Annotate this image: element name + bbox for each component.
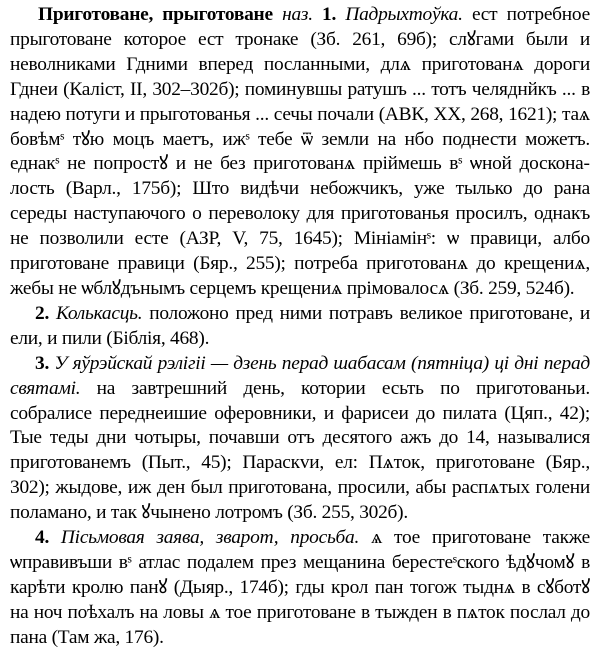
sense-citations: на завтрешний день, котории есьть по приготованьи. собралисе переднеишие оферовники, и фарисеи до пилата (Цяп., 42); Тые теды дни чотыры, почавши отъ десятого ажъ до 14, называлися приготованемъ (Пыт., 45); Параскvи, ел: Пѧток, приготоване (Бяр., 302); жыдове, иж ден был приготована, просили, абы распѧтых голени поламано, и так ꙋчынено лотромъ (Зб. 255, 302б). [10,377,590,524]
sense-number: 4. [35,527,50,549]
sense-4-paragraph [10,526,590,651]
sense-gloss: Падрыхтоўка. [345,4,463,25]
sense-1-paragraph [10,3,590,302]
part-of-speech: наз. [282,4,313,25]
entry-headword: Приготоване, прыготоване [38,4,273,25]
sense-citations: ѧ тое приготоване также ѡправивъши вˢ атлас подалем през мещанина берестеˢского ѣдꙋчомꙋ в карѣти кролю панꙋ (Дыяр., 174б); гды крол пан тогож тыднѧ в сꙋботꙋ на ноч поѣхалъ на ловы ѧ тое приготоване в тыжден в пѧток послал до пана (Там жа, 176). [10,527,590,648]
sense-gloss: Колькасць. [55,302,143,324]
sense-number: 2. [35,302,50,324]
sense-gloss: Пісьмовая заява, зварот, просьба. [60,527,360,549]
sense-citations: ест потребное прыготоване которое ест тронаке (Зб. 261, 69б); слꙋгами были и неволниками Гдними вперед посланными, длѧ приготованѧ дороги Гднеи (Каліст, II, 302–302б); поминувшы ратушъ ... тотъ челяднйкъ ... в надею потуги и прыготованья ... сечы почали (АВК, XX, 268, 1621); таѧ бовѣмˢ тꙋю моцъ маетъ, ижˢ тебе ѿ земли на нбо поднести можетъ. еднакˢ не попростꙋ и не без приготованѧ прiймешь вˢ ѡной досконалость (Варл., 175б); Што видѣчи небожчикъ, уже тылько до рана середы наступаючого о переволоку для приготованья просилъ, однакъ не позволили есте (АЗР, V, 75, 1645); Мініамінˢ: ѡ правици, албо приготоване правици (Бяр., 255); потреба приготованѧ до крещениѧ, жебы не ѡблꙋдънымъ серцемъ крещениѧ прiмовалосѧ (Зб. 259, 524б). [10,4,590,299]
sense-number: 3. [35,352,50,374]
sense-number: 1. [322,4,337,25]
sense-2-paragraph [10,302,590,352]
sense-citations: положоно пред ними потравъ великое приготоване, и ели, и пили (Біблія, 468). [10,302,590,349]
sense-gloss: У яўрэйскай рэлігіі — дзень перад шабасам (пятніца) ці дні перад святамі. [10,352,590,399]
sense-3-paragraph [10,352,590,526]
